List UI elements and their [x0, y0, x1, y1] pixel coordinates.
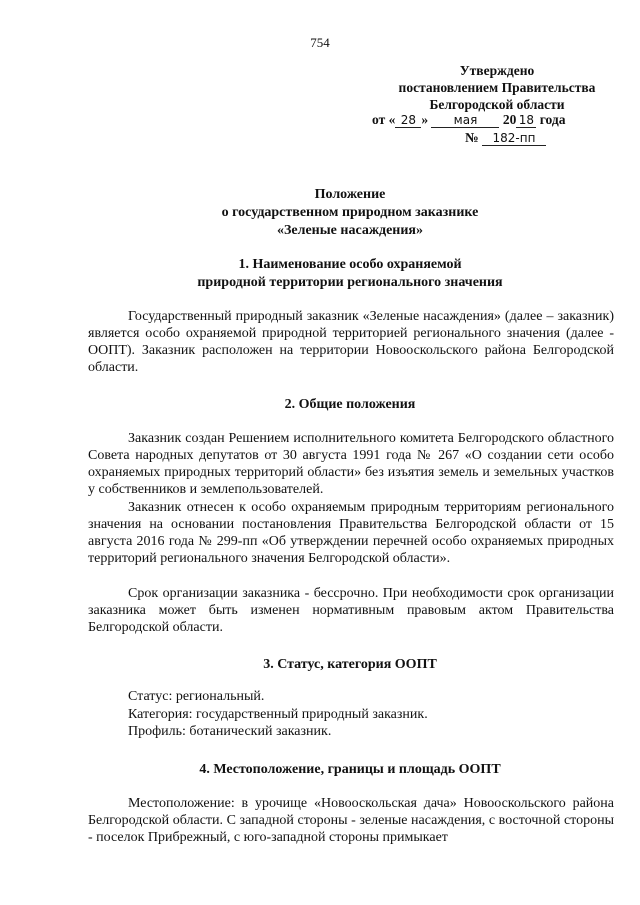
status-line: Статус: региональный. [128, 689, 265, 704]
date-month: мая [431, 113, 499, 128]
section-2-heading: 2. Общие положения [284, 397, 416, 412]
section-1-heading [80, 256, 620, 292]
date-day: 28 [395, 113, 421, 128]
year-word: года [539, 112, 566, 127]
number-value: 182-пп [482, 131, 546, 146]
section-2-paragraph-3: Срок организации заказника - бессрочно. При необходимости срок организации заказника может быть изменен нормативным правовым актом Правительства Белгородской области. [88, 586, 614, 635]
title-line-1: Положение [314, 187, 386, 202]
section-1-heading-line-1: 1. Наименование особо охраняемой [238, 257, 462, 272]
section-2-paragraph-1: Заказник создан Решением исполнительного комитета Белгородского областного Совета народных депутатов от 30 августа 1991 года № 267 «О создании сети особо охраняемых природных территорий области» без изъятия земель и земельных участков у собственников и землепользователей. [88, 431, 614, 497]
number-sign: № [465, 130, 479, 145]
approval-stamp [382, 62, 612, 113]
date-mid: » [421, 112, 429, 127]
approval-line-1: Утверждено [459, 63, 535, 78]
document-title [80, 186, 620, 240]
page-number: 754 [310, 35, 330, 50]
section-1-heading-line-2: природной территории регионального значения [197, 275, 503, 290]
approval-line-3: Белгородской области [429, 97, 565, 112]
year-prefix: 20 [502, 112, 517, 127]
approval-line-2: постановлением Правительства [398, 80, 596, 95]
approval-date [372, 112, 612, 128]
category-line: Категория: государственный природный заказник. [128, 707, 428, 722]
section-2-paragraph-2: Заказник отнесен к особо охраняемым природным территориям регионального значения на основании постановления Правительства Белгородской области от 15 августа 2016 года № 299-пп «Об утверждении перечней особо охраняемых природных территорий регионального значения Белгородской области». [88, 500, 614, 566]
section-4-heading: 4. Местоположение, границы и площадь ООПТ [199, 762, 501, 777]
section-3-heading: 3. Статус, категория ООПТ [263, 657, 437, 672]
title-line-2: о государственном природном заказнике [221, 205, 479, 220]
section-4-paragraph: Местоположение: в урочище «Новооскольская дача» Новооскольского района Белгородской области. С западной стороны - зеленые насаждения, с восточной стороны - поселок Прибрежный, с юго-западной стороны примыкает [88, 796, 614, 845]
section-1-paragraph: Государственный природный заказник «Зеленые насаждения» (далее – заказник) является особо охраняемой природной территорией регионального значения (далее - ООПТ). Заказник расположен на территории Новооскольского района Белгородской области. [88, 309, 614, 375]
profile-line: Профиль: ботанический заказник. [128, 724, 332, 739]
year-suffix: 18 [516, 113, 536, 128]
approval-number [465, 130, 605, 146]
date-prefix: от « [372, 112, 396, 127]
title-line-3: «Зеленые насаждения» [277, 223, 423, 238]
